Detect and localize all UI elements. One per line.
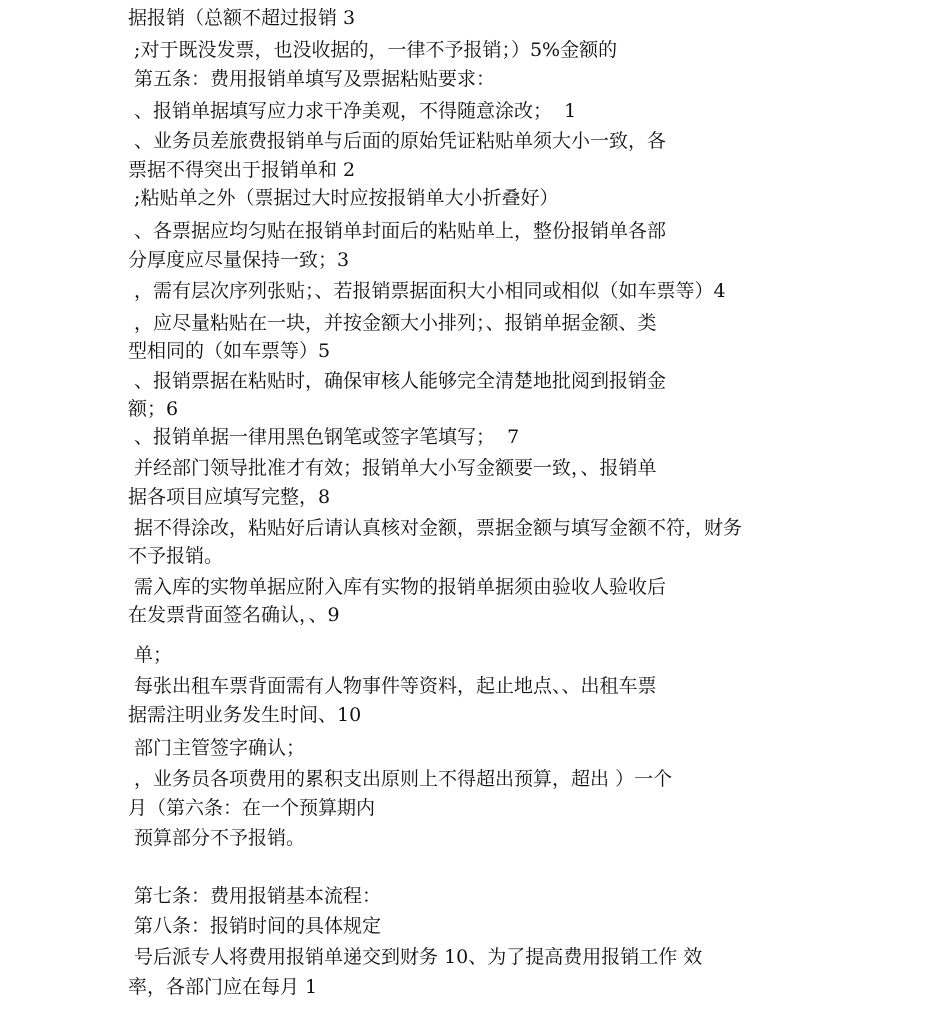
text-line: 预算部分不予报销。 (128, 827, 306, 849)
text-line: 据报销（总额不超过报销 3 (128, 7, 356, 29)
text-line: 每张出租车票背面需有人物事件等资料，起止地点、、出租车票 (128, 675, 657, 697)
text-line: 、报销单据一律用黑色钢笔或签字笔填写； 7 (128, 426, 520, 448)
text-line: 据各项目应填写完整，8 (128, 486, 331, 508)
text-line: 第八条：报销时间的具体规定 (128, 915, 382, 937)
text-line: 额；6 (128, 398, 179, 420)
text-line: 不予报销。 (128, 545, 224, 567)
text-line: 、报销票据在粘贴时，确保审核人能够完全清楚地批阅到报销金 (128, 370, 667, 392)
text-line: 并经部门领导批准才有效；报销单大小写金额要一致，、报销单 (128, 457, 657, 479)
text-line: 、各票据应均匀贴在报销单封面后的粘贴单上，整份报销单各部 (128, 220, 667, 242)
text-line: 需入库的实物单据应附入库有实物的报销单据须由验收人验收后 (128, 576, 667, 598)
text-line: 、报销单据填写应力求干净美观，不得随意涂改； 1 (128, 100, 577, 122)
text-line: 据需注明业务发生时间、10 (128, 704, 362, 726)
text-line: 在发票背面签名确认，、9 (128, 604, 340, 626)
text-line: ;粘贴单之外（票据过大时应按报销单大小折叠好） (128, 187, 559, 209)
text-line: 型相同的（如车票等）5 (128, 340, 331, 362)
text-line: 部门主管签字确认； (128, 737, 306, 759)
text-line: ，业务员各项费用的累积支出原则上不得超出预算，超出 ）一个 (128, 768, 673, 790)
text-line: 据不得涂改，粘贴好后请认真核对金额，票据金额与填写金额不符，财务 (128, 517, 743, 539)
text-line: 、业务员差旅费报销单与后面的原始凭证粘贴单须大小一致，各 (128, 130, 667, 152)
text-line: 第七条：费用报销基本流程： (128, 885, 382, 907)
text-line: 票据不得突出于报销单和 2 (128, 159, 356, 181)
text-line: 号后派专人将费用报销单递交到财务 10、为了提高费用报销工作 效 (128, 946, 703, 968)
text-line: 率，各部门应在每月 1 (128, 976, 318, 998)
text-line: 单； (128, 644, 173, 666)
text-line: 第五条：费用报销单填写及票据粘贴要求： (128, 68, 496, 90)
text-line: ;对于既没发票，也没收据的，一律不予报销；）5%金额的 (128, 39, 618, 61)
text-line: 分厚度应尽量保持一致；3 (128, 249, 350, 271)
text-line: ，应尽量粘贴在一块，并按金额大小排列；、报销单据金额、类 (128, 312, 657, 334)
text-line: ，需有层次序列张贴；、若报销票据面积大小相同或相似（如车票等）4 (128, 280, 726, 302)
text-line: 月（第六条：在一个预算期内 (128, 797, 376, 819)
